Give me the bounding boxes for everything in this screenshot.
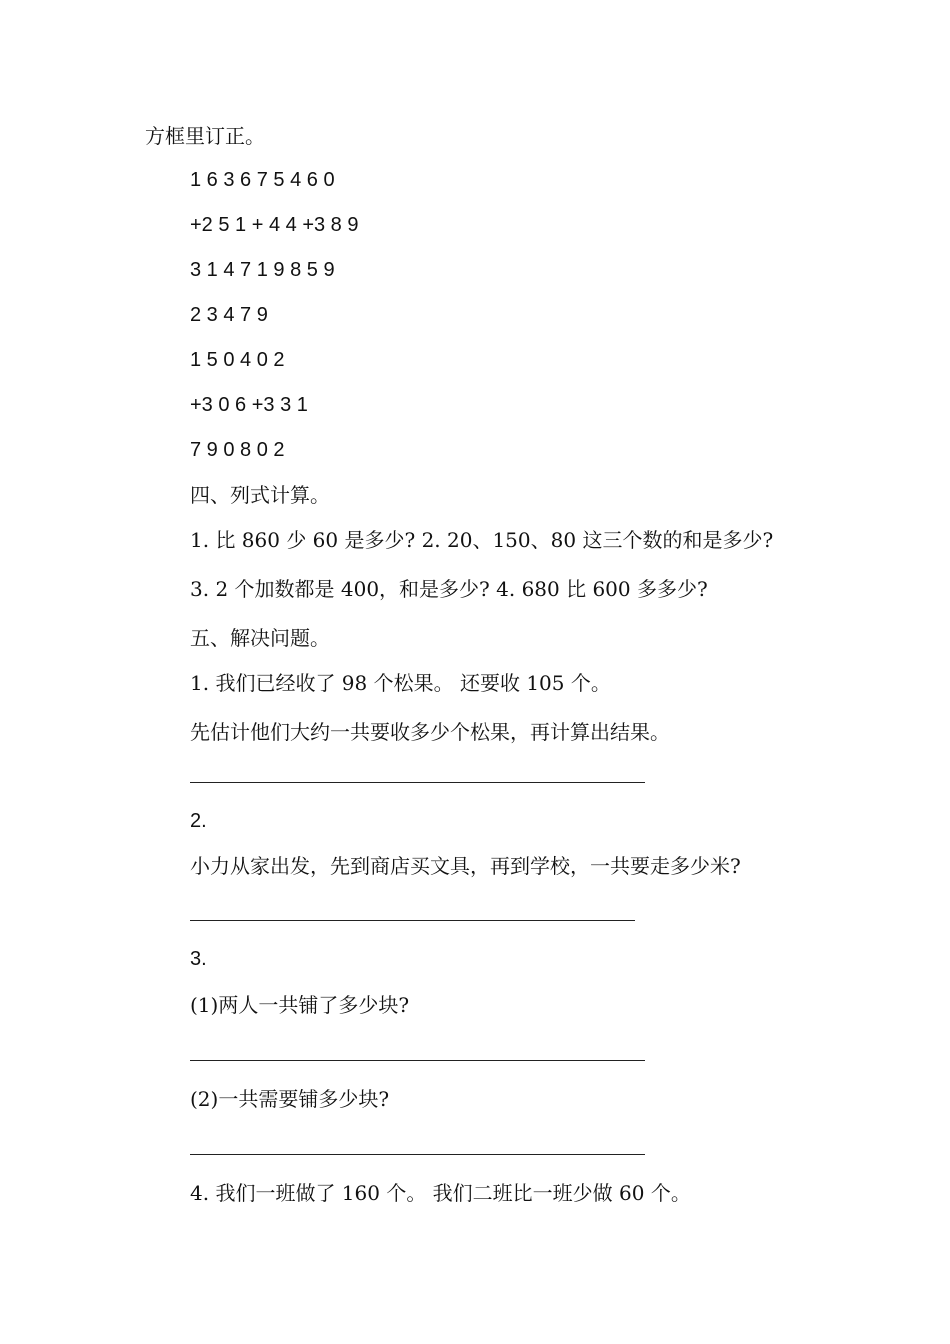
answer-blank-3a bbox=[190, 1060, 645, 1061]
problem-1-question: 先估计他们大约一共要收多少个松果，再计算出结果。 bbox=[190, 720, 670, 744]
text-line-numbers-1: 1 6 3 6 7 5 4 6 0 bbox=[190, 169, 335, 191]
answer-blank-3b bbox=[190, 1154, 645, 1155]
problem-4-line: 4. 我们一班做了 160 个。 我们二班比一班少做 60 个。 bbox=[190, 1181, 691, 1205]
problem-3-number: 3. bbox=[190, 948, 207, 970]
text-line-numbers-4: 2 3 4 7 9 bbox=[190, 304, 268, 326]
problem-1-line: 1. 我们已经收了 98 个松果。 还要收 105 个。 bbox=[190, 671, 611, 695]
answer-blank-2 bbox=[190, 920, 635, 921]
answer-blank-1 bbox=[190, 782, 645, 783]
text-line-numbers-5: 1 5 0 4 0 2 bbox=[190, 349, 285, 371]
text-line-numbers-2: +2 5 1 + 4 4 +3 8 9 bbox=[190, 214, 359, 236]
text-line-numbers-7: 7 9 0 8 0 2 bbox=[190, 439, 285, 461]
problem-2-question: 小力从家出发，先到商店买文具，再到学校，一共要走多少米? bbox=[190, 854, 741, 878]
question-line-4b: 3. 2 个加数都是 400，和是多少? 4. 680 比 600 多多少? bbox=[190, 577, 708, 601]
text-line-continuation: 方框里订正。 bbox=[145, 124, 265, 148]
problem-3-part-2: (2)一共需要铺多少块? bbox=[190, 1087, 390, 1111]
section-heading-5: 五、解决问题。 bbox=[190, 626, 330, 650]
text-line-numbers-3: 3 1 4 7 1 9 8 5 9 bbox=[190, 259, 335, 281]
problem-2-number: 2. bbox=[190, 810, 207, 832]
question-line-4a: 1. 比 860 少 60 是多少? 2. 20、150、80 这三个数的和是多少? bbox=[190, 528, 774, 552]
problem-3-part-1: (1)两人一共铺了多少块? bbox=[190, 993, 410, 1017]
section-heading-4: 四、列式计算。 bbox=[190, 483, 330, 507]
text-line-numbers-6: +3 0 6 +3 3 1 bbox=[190, 394, 308, 416]
